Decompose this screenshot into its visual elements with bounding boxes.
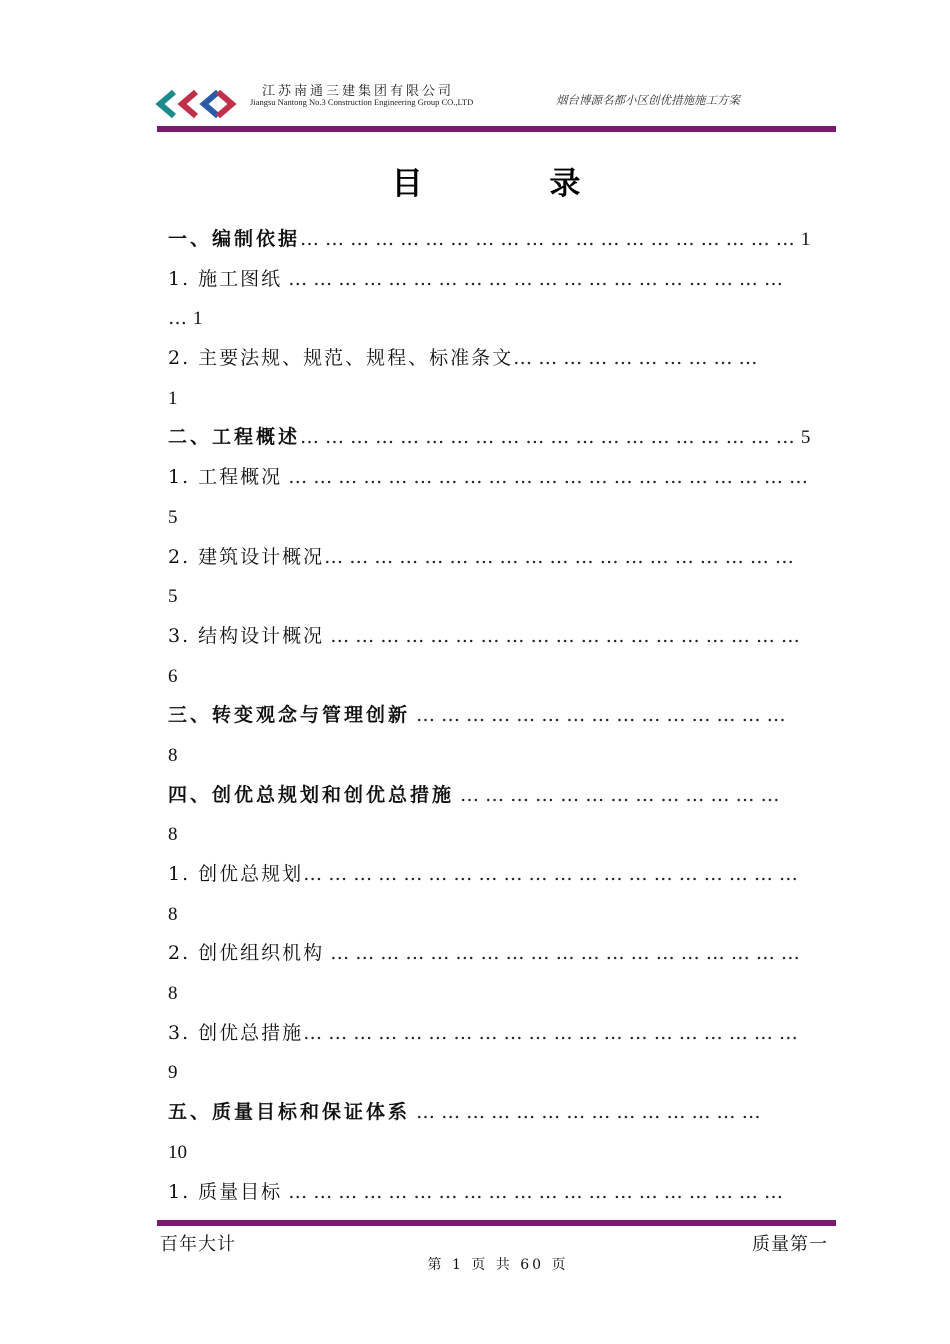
toc-entry-page: 8 [168,903,178,925]
toc-leader-dots: … … … … … … … … … … … … … … … … … … … … [303,1021,798,1044]
toc-entry-text: 二、工程概述 [168,426,301,449]
toc-entry-page: 8 [168,824,178,846]
toc-entry-text: 三、转变观念与管理创新 [168,704,411,727]
toc-entry[interactable] [168,1014,828,1054]
page-number: 第 1 页 共 60 页 [427,1257,569,1273]
toc-entry-text: 1. 工程概况 [168,466,283,489]
toc-leader-dots: … … … … … … … … … … [513,347,758,370]
toc-leader-dots: … [168,307,194,330]
company-name-en: Jiangsu Nantong No.3 Construction Engineering Group CO.,LTD [250,97,474,107]
toc-entry[interactable] [168,934,828,974]
toc-entry-text: 五、质量目标和保证体系 [168,1101,411,1124]
toc-leader-dots: … … … … … … … … … … … … … [454,783,780,806]
toc-entry[interactable] [168,855,828,895]
toc-leader-dots: … … … … … … … … … … … … … … [410,1101,761,1124]
toc-entry[interactable] [168,696,828,736]
toc-entry-text: 1. 质量目标 [168,1180,283,1203]
toc-entry[interactable] [168,418,828,458]
toc-entry-text: 1. 创优总规划 [168,863,304,885]
toc-entry[interactable] [168,220,828,260]
toc-entry[interactable] [168,498,828,538]
toc-entry-page: 1 [800,229,811,250]
toc-entry[interactable] [168,974,828,1014]
toc-leader-dots: … … … … … … … … … … … … … … … [410,704,786,727]
toc-entry-text: 2. 创优组织机构 [168,942,325,965]
toc-entry-text: 3. 结构设计概况 [168,624,325,647]
toc-entry[interactable] [168,538,828,578]
toc-entry-page: 5 [168,506,178,528]
header-rule [157,126,836,132]
toc-entry[interactable] [168,776,828,816]
toc-entry-page: 9 [168,1062,178,1084]
toc-title: 目 录 [391,166,639,202]
footer-motto-right: 质量第一 [752,1234,828,1255]
toc-entry-page: 8 [168,744,178,766]
toc-entry[interactable] [168,1173,828,1213]
toc-entry-page: 5 [800,427,811,449]
toc-leader-dots: … … … … … … … … … … … … … … … … … … … [324,942,800,965]
toc-entry[interactable] [168,260,828,300]
table-of-contents [168,220,828,1212]
toc-entry[interactable] [168,1093,828,1133]
company-name-cn: 江苏南通三建集团有限公司 [262,84,455,99]
toc-leader-dots: … … … … … … … … … … … … … … … … … … … [324,624,800,647]
toc-entry-page: 10 [168,1141,187,1163]
toc-entry[interactable] [168,617,828,657]
toc-entry[interactable] [168,815,828,855]
toc-entry-text: 一、编制依据 [168,228,301,250]
page-header [0,0,950,140]
toc-entry-text: 2. 主要法规、规范、规程、标准条文 [168,347,514,370]
toc-entry[interactable] [168,895,828,935]
toc-entry-text: 2. 建筑设计概况 [168,545,325,568]
footer-rule [157,1220,836,1226]
toc-entry[interactable] [168,1133,828,1173]
toc-entry[interactable] [168,1053,828,1093]
toc-entry[interactable] [168,339,828,379]
toc-entry-page: 1 [193,308,203,330]
toc-leader-dots: … … … … … … … … … … … … … … … … … … … … [282,267,783,290]
toc-entry[interactable] [168,299,828,339]
toc-entry[interactable] [168,657,828,697]
toc-entry[interactable] [168,577,828,617]
toc-leader-dots: … … … … … … … … … … … … … … … … … … … … [300,426,801,449]
toc-entry-text: 3. 创优总措施 [168,1021,304,1044]
toc-entry[interactable] [168,736,828,776]
toc-leader-dots: … … … … … … … … … … … … … … … … … … … … [303,863,798,885]
toc-entry[interactable] [168,458,828,498]
toc-entry-page: 5 [168,586,178,608]
toc-leader-dots: … … … … … … … … … … … … … … … … … … … [324,545,794,568]
toc-entry-page: 1 [168,387,178,409]
toc-leader-dots: … … … … … … … … … … … … … … … … … … … … … [282,466,809,489]
document-title: 烟台博源名都小区创优措施施工方案 [556,93,740,107]
toc-leader-dots: … … … … … … … … … … … … … … … … … … … … [282,1180,783,1203]
toc-entry-text: 1. 施工图纸 [168,267,283,290]
toc-entry[interactable] [168,379,828,419]
toc-leader-dots: … … … … … … … … … … … … … … … … … … … … [300,228,801,250]
toc-entry-text: 四、创优总规划和创优总措施 [168,783,455,806]
footer-motto-left: 百年大计 [160,1234,236,1255]
toc-entry-page: 8 [168,983,178,1005]
cco-logo-icon [152,84,240,124]
toc-entry-page: 6 [168,665,178,687]
